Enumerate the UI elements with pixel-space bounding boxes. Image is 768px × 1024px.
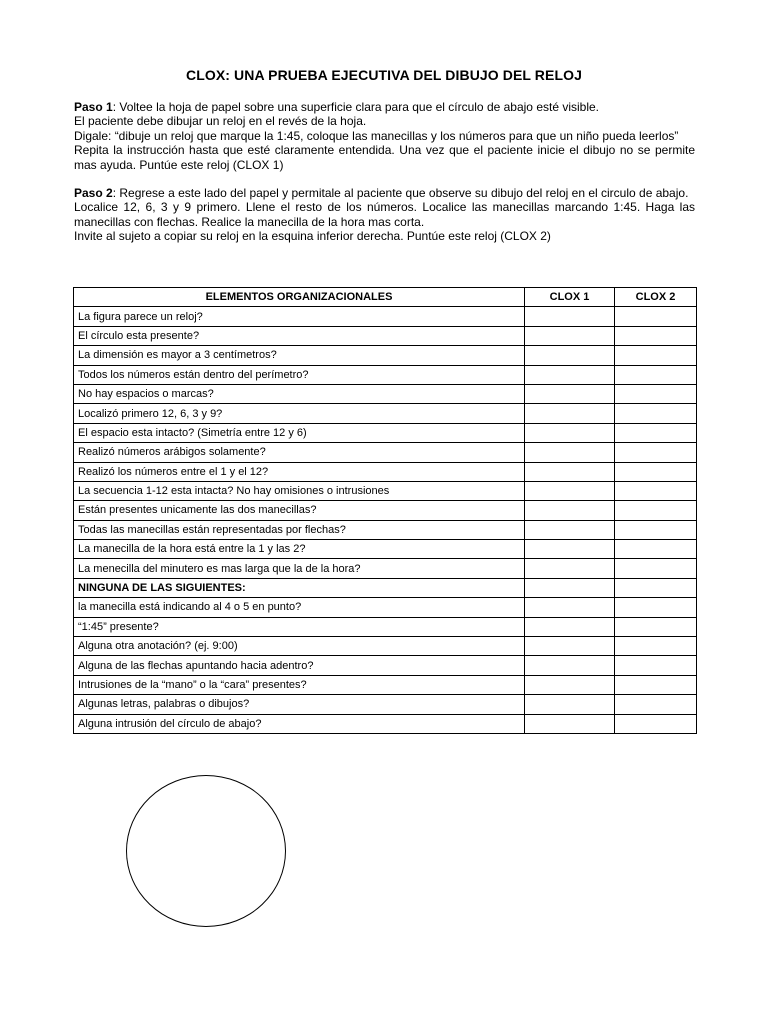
row-label: Realizó los números entre el 1 y el 12?	[74, 462, 525, 481]
step2-label: Paso 2	[74, 186, 113, 201]
clox1-cell[interactable]	[525, 423, 615, 442]
header-clox1: CLOX 1	[525, 288, 615, 307]
row-label: La dimensión es mayor a 3 centímetros?	[74, 346, 525, 365]
row-label: Todas las manecillas están representadas por flechas?	[74, 520, 525, 539]
step2-line2: Localice 12, 6, 3 y 9 primero. Llene el resto de los números. Localice las manecillas marcando 1:45. Haga las manecillas con flechas. Realice la manecilla de la hora mas corta.	[74, 200, 695, 229]
clox1-cell[interactable]	[525, 520, 615, 539]
table-row	[74, 462, 697, 481]
step1-text: : Voltee la hoja de papel sobre una superficie clara para que el círculo de abajo esté visible.	[112, 100, 600, 114]
clox1-cell[interactable]	[525, 656, 615, 675]
table-row	[74, 443, 697, 462]
table-row	[74, 365, 697, 384]
section-header-row	[74, 578, 697, 597]
clox1-cell[interactable]	[525, 326, 615, 345]
header-clox2: CLOX 2	[615, 288, 697, 307]
clox1-cell[interactable]	[525, 501, 615, 520]
row-label: La figura parece un reloj?	[74, 307, 525, 326]
clox2-cell[interactable]	[615, 501, 697, 520]
clox2-cell[interactable]	[615, 540, 697, 559]
table-row	[74, 675, 697, 694]
clox1-cell[interactable]	[525, 462, 615, 481]
table-row	[74, 540, 697, 559]
table-header-row	[74, 288, 697, 307]
clox1-cell[interactable]	[525, 714, 615, 733]
clox2-cell[interactable]	[615, 326, 697, 345]
table-row	[74, 598, 697, 617]
table-row	[74, 695, 697, 714]
clox1-cell[interactable]	[525, 443, 615, 462]
clox1-cell[interactable]	[525, 695, 615, 714]
section-label: NINGUNA DE LAS SIGUIENTES:	[74, 578, 525, 597]
step2-line3: Invite al sujeto a copiar su reloj en la esquina inferior derecha. Puntúe este reloj (CLOX 2)	[74, 229, 551, 244]
clox2-cell[interactable]	[615, 462, 697, 481]
row-label: Alguna de las flechas apuntando hacia adentro?	[74, 656, 525, 675]
step1-label: Paso 1	[74, 100, 113, 114]
clox1-cell[interactable]	[525, 540, 615, 559]
table-row	[74, 404, 697, 423]
row-label: Alguna intrusión del círculo de abajo?	[74, 714, 525, 733]
clox2-cell[interactable]	[615, 656, 697, 675]
clox1-cell[interactable]	[525, 637, 615, 656]
clox2-cell[interactable]	[615, 714, 697, 733]
clox1-cell[interactable]	[525, 559, 615, 578]
clox-scoring-table	[73, 287, 697, 734]
clox2-cell[interactable]	[615, 423, 697, 442]
clox2-cell[interactable]	[615, 520, 697, 539]
table-row	[74, 714, 697, 733]
row-label: Realizó números arábigos solamente?	[74, 443, 525, 462]
row-label: La menecilla del minutero es mas larga que la de la hora?	[74, 559, 525, 578]
step2-text: : Regrese a este lado del papel y permitale al paciente que observe su dibujo del reloj en el circulo de abajo.	[112, 186, 689, 201]
clox2-cell[interactable]	[615, 675, 697, 694]
clox1-cell[interactable]	[525, 578, 615, 597]
instructions	[74, 100, 695, 244]
row-label: El círculo esta presente?	[74, 326, 525, 345]
row-label: “1:45” presente?	[74, 617, 525, 636]
clox2-cell[interactable]	[615, 384, 697, 403]
row-label: Alguna otra anotación? (ej. 9:00)	[74, 637, 525, 656]
step1-line2: El paciente debe dibujar un reloj en el revés de la hoja.	[74, 114, 367, 129]
table-row	[74, 384, 697, 403]
table-row	[74, 307, 697, 326]
step2-line1	[74, 186, 695, 200]
row-label: la manecilla está indicando al 4 o 5 en punto?	[74, 598, 525, 617]
clox1-cell[interactable]	[525, 307, 615, 326]
clox1-cell[interactable]	[525, 481, 615, 500]
table-row	[74, 520, 697, 539]
clox2-cell[interactable]	[615, 307, 697, 326]
table-row	[74, 637, 697, 656]
row-label: Todos los números están dentro del perímetro?	[74, 365, 525, 384]
row-label: Algunas letras, palabras o dibujos?	[74, 695, 525, 714]
table-row	[74, 346, 697, 365]
header-elements: ELEMENTOS ORGANIZACIONALES	[74, 288, 525, 307]
row-label: Localizó primero 12, 6, 3 y 9?	[74, 404, 525, 423]
table-row	[74, 326, 697, 345]
clox2-cell[interactable]	[615, 617, 697, 636]
clox2-cell[interactable]	[615, 443, 697, 462]
clox2-cell[interactable]	[615, 346, 697, 365]
clox2-cell[interactable]	[615, 578, 697, 597]
table-row	[74, 617, 697, 636]
clox1-cell[interactable]	[525, 617, 615, 636]
clox1-cell[interactable]	[525, 404, 615, 423]
clox2-cell[interactable]	[615, 559, 697, 578]
row-label: La manecilla de la hora está entre la 1 y las 2?	[74, 540, 525, 559]
clock-circle	[126, 775, 286, 927]
row-label: No hay espacios o marcas?	[74, 384, 525, 403]
clox1-cell[interactable]	[525, 346, 615, 365]
table-row	[74, 481, 697, 500]
clox1-cell[interactable]	[525, 384, 615, 403]
table-row	[74, 656, 697, 675]
table-row	[74, 501, 697, 520]
clox2-cell[interactable]	[615, 481, 697, 500]
step1-line3: Digale: “dibuje un reloj que marque la 1:45, coloque las manecillas y los números para que un niño pueda leerlos”	[74, 128, 679, 143]
clox1-cell[interactable]	[525, 675, 615, 694]
row-label: Están presentes unicamente las dos manecillas?	[74, 501, 525, 520]
row-label: Intrusiones de la “mano” o la “cara” presentes?	[74, 675, 525, 694]
row-label: El espacio esta intacto? (Simetría entre 12 y 6)	[74, 423, 525, 442]
step1-line1	[74, 100, 695, 114]
table-row	[74, 559, 697, 578]
clox1-cell[interactable]	[525, 598, 615, 617]
clox1-cell[interactable]	[525, 365, 615, 384]
step1-line4: Repita la instrucción hasta que esté claramente entendida. Una vez que el paciente inicie el dibujo no se permite mas ayuda. Puntúe este reloj (CLOX 1)	[74, 143, 695, 172]
row-label: La secuencia 1-12 esta intacta? No hay omisiones o intrusiones	[74, 481, 525, 500]
clox2-cell[interactable]	[615, 404, 697, 423]
clox2-cell[interactable]	[615, 598, 697, 617]
clox2-cell[interactable]	[615, 637, 697, 656]
document-title: CLOX: UNA PRUEBA EJECUTIVA DEL DIBUJO DEL RELOJ	[186, 67, 582, 83]
table-row	[74, 423, 697, 442]
clox2-cell[interactable]	[615, 365, 697, 384]
clox2-cell[interactable]	[615, 695, 697, 714]
